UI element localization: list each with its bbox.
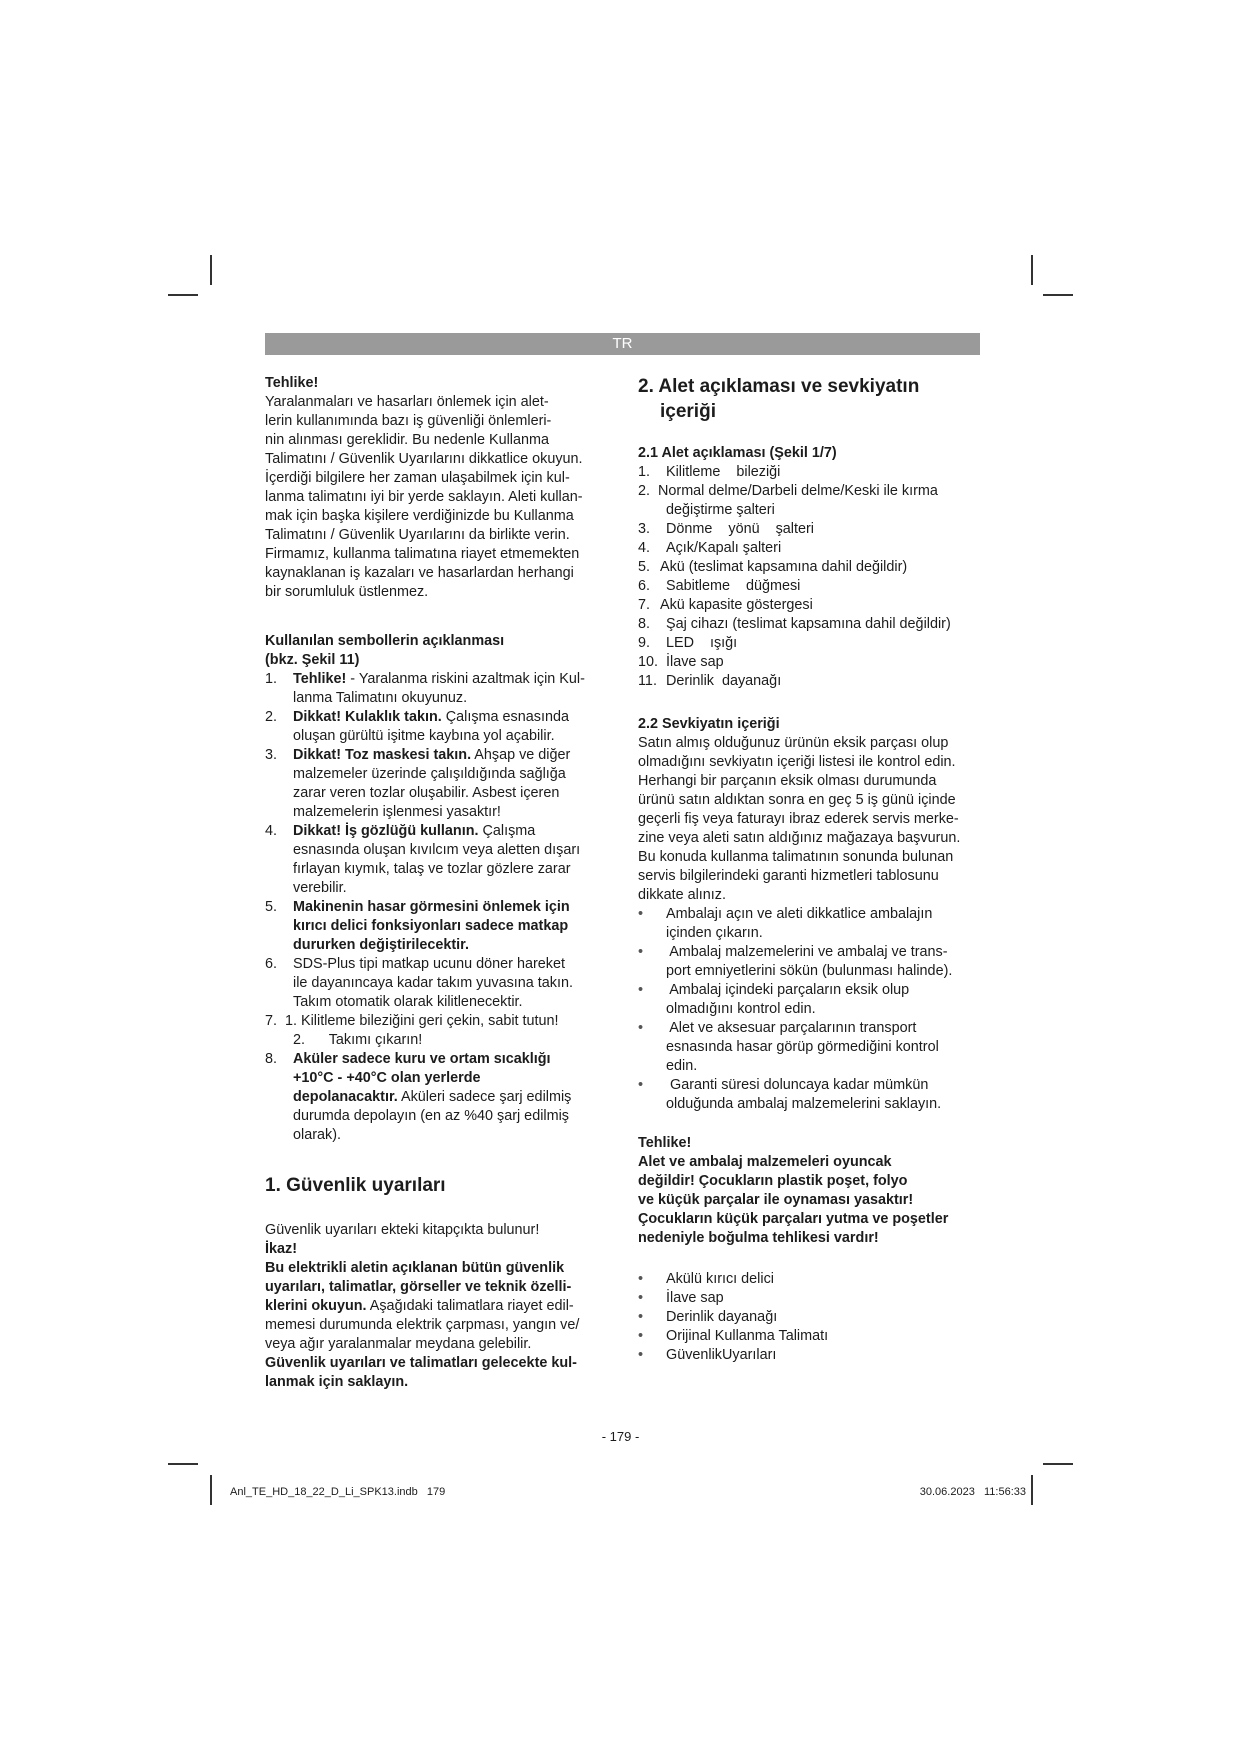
section-2-title-line2: içeriği <box>660 401 716 422</box>
item-text: olduğunda ambalaj malzemelerini saklayın. <box>666 1096 942 1112</box>
bullet-icon: • <box>638 1309 644 1325</box>
bullet-icon: • <box>638 1020 644 1036</box>
list-item <box>638 1308 983 1327</box>
bullet-icon: • <box>638 1271 644 1287</box>
list-item <box>638 943 983 981</box>
warning-title: İkaz! <box>265 1241 297 1257</box>
item-text: Derinlik dayanağı <box>666 1309 778 1325</box>
item-text: Sabitleme düğmesi <box>666 578 801 594</box>
list-item <box>638 1289 983 1308</box>
bold-text: Dikkat! Toz maskesi takın. <box>293 747 472 763</box>
bold-text: Makinenin hasar görmesini önlemek için <box>293 899 570 915</box>
list-item <box>638 1327 983 1346</box>
crop-mark <box>210 1475 212 1505</box>
crop-mark <box>1031 255 1033 285</box>
list-item <box>638 463 983 482</box>
item-text: Aküleri sadece şarj edilmiş <box>397 1089 572 1105</box>
delivery-paragraph <box>638 734 983 905</box>
item-number: 7. <box>638 597 651 613</box>
item-text: Garanti süresi doluncaya kadar mümkün <box>666 1077 929 1093</box>
list-item <box>265 670 610 708</box>
item-text: Dönme yönü şalteri <box>666 521 814 537</box>
item-number: 10. <box>638 654 659 670</box>
item-text: ile dayanıncaya kadar takım yuvasına takın. <box>293 975 573 991</box>
item-text: 1. Kilitleme bileziğini geri çekin, sabit tutun! <box>285 1013 559 1029</box>
bold-text: Aküler sadece kuru ve ortam sıcaklığı <box>293 1051 551 1067</box>
left-column <box>265 374 610 1392</box>
child-danger-warning <box>638 1153 983 1248</box>
text-line: ürünü satın aldıktan sonra en geç 5 iş günü içinde <box>638 792 956 808</box>
list-item <box>638 634 983 653</box>
footer-filename: Anl_TE_HD_18_22_D_Li_SPK13.indb 179 <box>230 1486 446 1498</box>
item-text: Ahşap ve diğer <box>471 747 571 763</box>
list-item <box>638 615 983 634</box>
bold-text: depolanacaktır. <box>293 1089 398 1105</box>
item-number: 5. <box>265 899 278 915</box>
item-text: Akü (teslimat kapsamına dahil değildir) <box>660 559 908 575</box>
danger-paragraph <box>265 393 610 602</box>
list-item <box>638 1270 983 1289</box>
bold-text: kırıcı delici fonksiyonları sadece matkap <box>293 918 569 934</box>
text-line: lanma talimatını iyi bir yerde saklayın. Aleti kullan- <box>265 489 583 505</box>
text-line: memesi durumunda elektrik çarpması, yangın ve/ <box>265 1317 580 1333</box>
item-text: Çalışma esnasında <box>441 709 569 725</box>
item-text: Derinlik dayanağı <box>666 673 782 689</box>
text-line: Yaralanmaları ve hasarları önlemek için alet- <box>265 394 549 410</box>
item-number: 11. <box>638 673 657 689</box>
item-number: 8. <box>638 616 651 632</box>
danger-title: Tehlike! <box>638 1135 692 1151</box>
item-text: Ambalaj malzemelerini ve ambalaj ve trans- <box>666 944 948 960</box>
item-number: 6. <box>265 956 278 972</box>
item-number: 4. <box>265 823 278 839</box>
item-text: Normal delme/Darbeli delme/Keski ile kırma <box>658 483 938 499</box>
bold-text: klerini okuyun. <box>265 1298 367 1314</box>
bold-text: Güvenlik uyarıları ve talimatları gelecekte kul- <box>265 1355 577 1371</box>
footer-datetime: 30.06.2023 11:56:33 <box>919 1486 1026 1498</box>
item-text: Açık/Kapalı şalteri <box>666 540 782 556</box>
item-text: durumda depolayın (en az %40 şarj edilmiş <box>293 1108 569 1124</box>
language-header-bar <box>265 333 980 355</box>
bold-text: lanmak için saklayın. <box>265 1374 409 1390</box>
bold-text: ve küçük parçalar ile oynaması yasaktır! <box>638 1192 914 1208</box>
symbols-list <box>265 670 610 1145</box>
item-text: Çalışma <box>478 823 536 839</box>
list-item <box>638 981 983 1019</box>
text-line: Talimatını / Güvenlik Uyarılarını da birlikte verin. <box>265 527 570 543</box>
symbols-heading-ref: (bkz. Şekil 11) <box>265 652 360 668</box>
unpacking-steps <box>638 905 983 1114</box>
list-item <box>265 822 610 898</box>
bold-text: Çocukların küçük parçaları yutma ve poşetler <box>638 1211 949 1227</box>
item-text: oluşan gürültü işitme kaybına yol açabilir. <box>293 728 555 744</box>
item-text: verebilir. <box>293 880 347 896</box>
text-line: kaynaklanan iş kazaları ve hasarlardan herhangi <box>265 565 574 581</box>
list-item <box>638 1019 983 1076</box>
text-line: nin alınması gereklidir. Bu nedenle Kullanma <box>265 432 549 448</box>
crop-mark <box>168 294 198 296</box>
bold-text: +10°C - +40°C olan yerlerde <box>293 1070 481 1086</box>
item-text: Akü kapasite göstergesi <box>660 597 813 613</box>
text-line: dikkate alınız. <box>638 887 726 903</box>
list-item <box>638 672 983 691</box>
item-text: malzemelerin işlenmesi yasaktır! <box>293 804 501 820</box>
list-item <box>265 1050 610 1145</box>
item-number: 4. <box>638 540 651 556</box>
list-item <box>638 1346 983 1365</box>
item-number: 9. <box>638 635 651 651</box>
bullet-icon: • <box>638 906 644 922</box>
bold-text: Dikkat! Kulaklık takın. <box>293 709 442 725</box>
item-text: 2. Takımı çıkarın! <box>293 1032 423 1048</box>
crop-mark <box>1031 1475 1033 1505</box>
list-item <box>638 558 983 577</box>
delivery-contents-heading: 2.2 Sevkiyatın içeriği <box>638 716 780 732</box>
list-item <box>265 898 610 955</box>
item-text: değiştirme şalteri <box>666 502 775 518</box>
text-line: Herhangi bir parçanın eksik olması durumunda <box>638 773 937 789</box>
item-text: Şaj cihazı (teslimat kapsamına dahil değildir) <box>666 616 951 632</box>
text-line: veya ağır yaralanmalar meydana gelebilir. <box>265 1336 532 1352</box>
bold-text: dururken değiştirilecektir. <box>293 937 469 953</box>
text-line: geçerli fiş veya faturayı ibraz ederek servis merke- <box>638 811 959 827</box>
package-contents-list <box>638 1270 983 1365</box>
item-text: İlave sap <box>666 654 724 670</box>
text-line: Aşağıdaki talimatlara riayet edil- <box>366 1298 574 1314</box>
item-number: 1. <box>638 464 651 480</box>
item-number: 1. <box>265 671 278 687</box>
list-item <box>638 905 983 943</box>
list-item <box>638 482 983 520</box>
crop-mark <box>210 255 212 285</box>
item-text: İlave sap <box>666 1290 724 1306</box>
text-line: lerin kullanımında bazı iş güvenliği önlemleri- <box>265 413 552 429</box>
item-number: 3. <box>265 747 278 763</box>
item-text: Ambalaj içindeki parçaların eksik olup <box>666 982 910 998</box>
list-item <box>265 708 610 746</box>
text-line: İçerdiği bilgilere her zaman ulaşabilmek için kul- <box>265 470 570 486</box>
right-column <box>638 374 983 1365</box>
item-text: - Yaralanma riskini azaltmak için Kul- <box>346 671 585 687</box>
section-2-title: 2. Alet açıklaması ve sevkiyatın <box>638 376 920 397</box>
item-text: SDS-Plus tipi matkap ucunu döner hareket <box>293 956 565 972</box>
item-text: Takım otomatik olarak kilitlenecektir. <box>293 994 523 1010</box>
bullet-icon: • <box>638 1077 644 1093</box>
bullet-icon: • <box>638 944 644 960</box>
symbols-heading: Kullanılan sembollerin açıklanması <box>265 633 505 649</box>
text-line: Firmamız, kullanma talimatına riayet etmemekten <box>265 546 580 562</box>
item-text: port emniyetlerini sökün (bulunması halinde). <box>666 963 953 979</box>
item-text: olmadığını kontrol edin. <box>666 1001 816 1017</box>
section-1-title: 1. Güvenlik uyarıları <box>265 1175 446 1196</box>
crop-mark <box>1043 294 1073 296</box>
item-text: lanma Talimatını okuyunuz. <box>293 690 468 706</box>
bold-text: uyarıları, talimatlar, görseller ve teknik özelli- <box>265 1279 572 1295</box>
text-line: olmadığını sevkiyatın içeriği listesi ile kontrol edin. <box>638 754 956 770</box>
list-item <box>265 746 610 822</box>
item-text: içinden çıkarın. <box>666 925 763 941</box>
item-number: 2. <box>638 483 651 499</box>
item-number: 6. <box>638 578 651 594</box>
bullet-icon: • <box>638 1347 644 1363</box>
bold-text: Tehlike! <box>293 671 347 687</box>
text-line: servis bilgilerindeki garanti hizmetleri tablosunu <box>638 868 939 884</box>
text-line: Satın almış olduğunuz ürünün eksik parçası olup <box>638 735 949 751</box>
list-item <box>638 539 983 558</box>
item-text: fırlayan kıymık, talaş ve tozlar gözlere zarar <box>293 861 571 877</box>
item-number: 3. <box>638 521 651 537</box>
item-text: olarak). <box>293 1127 341 1143</box>
item-number: 7. <box>265 1013 278 1029</box>
parts-list <box>638 463 983 691</box>
bold-text: Alet ve ambalaj malzemeleri oyuncak <box>638 1154 892 1170</box>
item-number: 5. <box>638 559 651 575</box>
text-line: Talimatını / Güvenlik Uyarılarını dikkatlice okuyun. <box>265 451 583 467</box>
page-number: - 179 - <box>601 1429 640 1444</box>
bold-text: değildir! Çocukların plastik poşet, folyo <box>638 1173 908 1189</box>
text-line: bir sorumluluk üstlenmez. <box>265 584 429 600</box>
item-text: Akülü kırıcı delici <box>666 1271 774 1287</box>
item-number: 8. <box>265 1051 278 1067</box>
language-label: TR <box>612 335 633 352</box>
list-item <box>265 1012 610 1050</box>
item-text: edin. <box>666 1058 698 1074</box>
list-item <box>265 955 610 1012</box>
item-number: 2. <box>265 709 278 725</box>
bullet-icon: • <box>638 1328 644 1344</box>
bullet-icon: • <box>638 982 644 998</box>
item-text: LED ışığı <box>666 635 738 651</box>
crop-mark <box>168 1463 198 1465</box>
bold-text: Bu elektrikli aletin açıklanan bütün güvenlik <box>265 1260 565 1276</box>
safety-note: Güvenlik uyarıları ekteki kitapçıkta bulunur! <box>265 1222 540 1238</box>
list-item <box>638 653 983 672</box>
bold-text: nedeniyle boğulma tehlikesi vardır! <box>638 1230 879 1246</box>
item-text: Alet ve aksesuar parçalarının transport <box>666 1020 917 1036</box>
item-text: zarar veren tozlar oluşabilir. Asbest içeren <box>293 785 560 801</box>
item-text: GüvenlikUyarıları <box>666 1347 777 1363</box>
bold-text: Dikkat! İş gözlüğü kullanın. <box>293 823 479 839</box>
item-text: esnasında oluşan kıvılcım veya aletten dışarı <box>293 842 581 858</box>
tool-description-heading: 2.1 Alet açıklaması (Şekil 1/7) <box>638 445 837 461</box>
item-text: Orijinal Kullanma Talimatı <box>666 1328 829 1344</box>
list-item <box>638 577 983 596</box>
item-text: Ambalajı açın ve aleti dikkatlice ambalajın <box>666 906 933 922</box>
item-text: esnasında hasar görüp görmediğini kontrol <box>666 1039 939 1055</box>
list-item <box>638 596 983 615</box>
list-item <box>638 520 983 539</box>
text-line: zine veya aleti satın aldığınız mağazaya başvurun. <box>638 830 961 846</box>
text-line: mak için başka kişilere verdiğinizde bu Kullanma <box>265 508 574 524</box>
list-item <box>638 1076 983 1114</box>
crop-mark <box>1043 1463 1073 1465</box>
item-text: Kilitleme bileziği <box>666 464 781 480</box>
bullet-icon: • <box>638 1290 644 1306</box>
item-text: malzemeler üzerinde çalışıldığında sağlığa <box>293 766 566 782</box>
text-line: Bu konuda kullanma talimatının sonunda bulunan <box>638 849 954 865</box>
danger-title: Tehlike! <box>265 375 319 391</box>
